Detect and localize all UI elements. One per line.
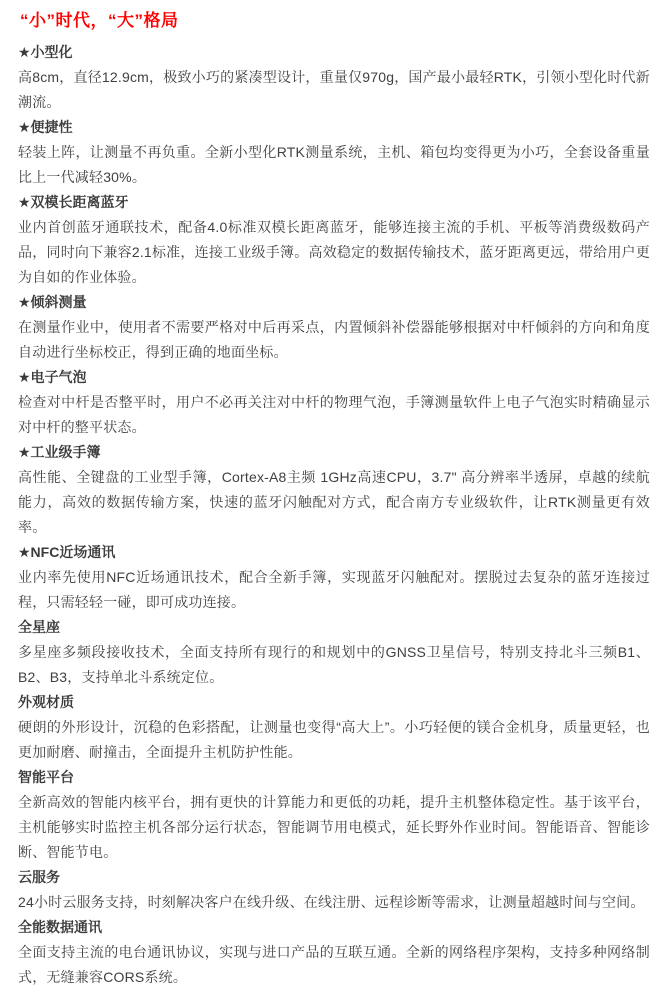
feature-body: 多星座多频段接收技术，全面支持所有现行的和规划中的GNSS卫星信号，特别支持北斗三频B1、B2、B3，支持单北斗系统定位。 [18,644,650,685]
feature-title: ★小型化 [18,44,73,60]
feature-section [18,865,650,915]
feature-title: 云服务 [18,869,60,885]
feature-section [18,190,650,290]
feature-body: 检查对中杆是否整平时，用户不必再关注对中杆的物理气泡，手簿测量软件上电子气泡实时精确显示对中杆的整平状态。 [18,394,650,435]
feature-body: 硬朗的外形设计，沉稳的色彩搭配，让测量也变得“高大上”。小巧轻便的镁合金机身，质量更轻，也更加耐磨、耐撞击，全面提升主机防护性能。 [18,719,650,760]
feature-title: 全星座 [18,619,60,635]
feature-title: ★电子气泡 [18,369,87,385]
feature-section [18,540,650,615]
feature-section [18,365,650,440]
feature-section [18,615,650,690]
feature-body: 业内率先使用NFC近场通讯技术，配合全新手簿，实现蓝牙闪触配对。摆脱过去复杂的蓝牙连接过程，只需轻轻一碰，即可成功连接。 [18,569,650,610]
feature-title: ★倾斜测量 [18,294,87,310]
feature-title: ★双模长距离蓝牙 [18,194,129,210]
feature-body: 24小时云服务支持，时刻解决客户在线升级、在线注册、远程诊断等需求，让测量超越时间与空间。 [18,894,645,910]
feature-body: 高性能、全键盘的工业型手簿，Cortex-A8主频 1GHz高速CPU，3.7" 高分辨率半透屏，卓越的续航能力，高效的数据传输方案，快速的蓝牙闪触配对方式，配合南方专业级软件，让RTK测量更有效率。 [18,469,650,535]
feature-body: 高8cm，直径12.9cm，极致小巧的紧凑型设计，重量仅970g，国产最小最轻RTK，引领小型化时代新潮流。 [18,69,650,110]
feature-section [18,915,650,990]
feature-title: ★NFC近场通讯 [18,544,116,560]
feature-section [18,690,650,765]
feature-body: 轻装上阵，让测量不再负重。全新小型化RTK测量系统，主机、箱包均变得更为小巧，全套设备重量比上一代减轻30%。 [18,144,650,185]
feature-body: 全面支持主流的电台通讯协议，实现与进口产品的互联互通。全新的网络程序架构，支持多种网络制式，无缝兼容CORS系统。 [18,944,650,985]
feature-title: 全能数据通讯 [18,919,102,935]
feature-body: 业内首创蓝牙通联技术，配备4.0标准双模长距离蓝牙，能够连接主流的手机、平板等消费级数码产品，同时向下兼容2.1标准，连接工业级手簿。高效稳定的数据传输技术，蓝牙距离更远，带给用户更为自如的作业体验。 [18,219,650,285]
feature-section [18,440,650,540]
feature-body: 在测量作业中，使用者不需要严格对中后再采点，内置倾斜补偿器能够根据对中杆倾斜的方向和角度自动进行坐标校正，得到正确的地面坐标。 [18,319,650,360]
feature-section [18,290,650,365]
feature-title: ★工业级手簿 [18,444,101,460]
feature-section [18,115,650,190]
feature-title: ★便捷性 [18,119,73,135]
page-title: “小”时代，“大”格局 [20,11,179,30]
feature-title: 智能平台 [18,769,74,785]
feature-title: 外观材质 [18,694,74,710]
feature-section [18,40,650,115]
feature-section [18,765,650,865]
feature-body: 全新高效的智能内核平台，拥有更快的计算能力和更低的功耗，提升主机整体稳定性。基于该平台，主机能够实时监控主机各部分运行状态，智能调节用电模式，延长野外作业时间。智能语音、智能诊断、智能节电。 [18,794,650,860]
